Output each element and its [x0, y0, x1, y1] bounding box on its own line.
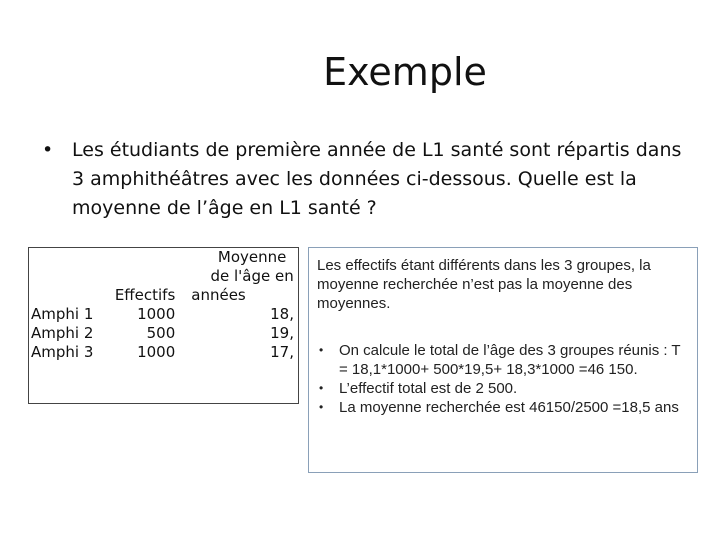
- row-effectif: 500: [146, 324, 176, 342]
- row-effectif: 1000: [137, 343, 176, 361]
- bullet-dot: •: [319, 381, 324, 395]
- header-empty-cell: [110, 248, 186, 267]
- table-row: [29, 343, 298, 362]
- row-effectif: 1000: [137, 305, 176, 323]
- intro-bullet: •: [42, 139, 54, 161]
- row-amphi: Amphi 2: [31, 324, 94, 342]
- list-item-text: L’effectif total est de 2 500.: [339, 380, 518, 397]
- row-amphi: Amphi 1: [31, 305, 94, 323]
- header-empty-cell: [29, 248, 110, 267]
- list-item: [317, 379, 687, 398]
- header-effectifs: Effectifs: [114, 286, 176, 304]
- header-age-line3: années: [191, 286, 246, 304]
- header-age-line1: Moyenne: [217, 248, 287, 266]
- data-table: [28, 247, 299, 404]
- row-age: 19,: [270, 324, 294, 342]
- intro-question: [42, 136, 682, 223]
- table-row: [29, 324, 298, 343]
- row-age: 18,: [270, 305, 294, 323]
- explanation-paragraph: Les effectifs étant différents dans les 3 groupes, la moyenne recherchée n’est pas la moyenne des moyennes.: [317, 257, 651, 312]
- slide-title: Exemple: [323, 50, 487, 94]
- header-age-line2: de l'âge en: [210, 267, 294, 285]
- intro-text: Les étudiants de première année de L1 santé sont répartis dans 3 amphithéâtres avec les données ci-dessous. Quelle est la moyenne de l’âge en L1 santé ?: [72, 139, 682, 219]
- bullet-dot: •: [319, 400, 324, 414]
- table-row: [29, 305, 298, 324]
- row-age: 17,: [270, 343, 294, 361]
- list-item-text: La moyenne recherchée est 46150/2500 =18,5 ans: [339, 399, 679, 416]
- list-item: [317, 341, 687, 379]
- list-item: [317, 398, 687, 417]
- row-amphi: Amphi 3: [31, 343, 94, 361]
- explanation-list: [317, 341, 687, 417]
- list-item-text: On calcule le total de l’âge des 3 groupes réunis : T = 18,1*1000+ 500*19,5+ 18,3*1000 =46 150.: [339, 342, 681, 378]
- explanation-box: [308, 247, 698, 473]
- bullet-dot: •: [319, 343, 324, 357]
